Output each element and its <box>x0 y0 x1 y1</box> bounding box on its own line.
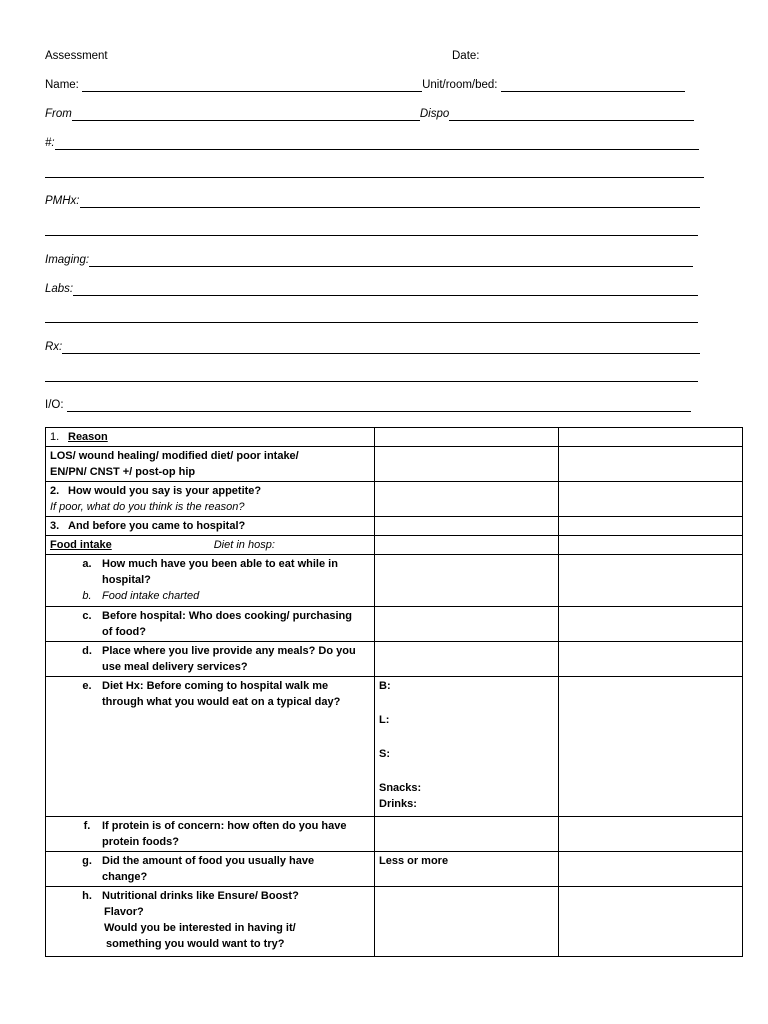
diet-hx-answer-cell[interactable] <box>375 677 559 817</box>
answer-cell[interactable] <box>375 517 559 536</box>
question-c <box>50 608 370 640</box>
question-e-cell <box>46 677 375 817</box>
answer-cell[interactable] <box>375 642 559 677</box>
notes-cell[interactable] <box>559 482 743 517</box>
notes-cell[interactable] <box>559 887 743 957</box>
unit-label: Unit/room/bed: <box>422 79 498 91</box>
from-label: From <box>45 108 72 120</box>
item-number: 2. <box>50 485 60 497</box>
before-hospital-question: And before you came to hospital? <box>68 520 246 532</box>
io-field[interactable] <box>67 400 691 412</box>
answer-cell[interactable] <box>375 447 559 482</box>
table-row <box>46 817 743 852</box>
table-row <box>46 677 743 817</box>
io-label: I/O: <box>45 399 64 411</box>
notes-cell[interactable] <box>559 536 743 555</box>
pmhx-label: PMHx: <box>45 195 80 207</box>
item-letter: h. <box>82 890 92 902</box>
rx-line <box>45 340 700 354</box>
name-field[interactable] <box>82 80 422 92</box>
notes-cell[interactable] <box>559 447 743 482</box>
question-line: Did the amount of food you usually have <box>102 855 315 867</box>
table-row <box>46 517 743 536</box>
date-label: Date: <box>452 50 480 62</box>
dispo-label: Dispo <box>419 108 450 120</box>
reason-heading: Reason <box>68 431 108 443</box>
from-field[interactable] <box>72 109 420 121</box>
question-line: use meal delivery services? <box>102 661 248 673</box>
pmhx-line <box>45 194 700 208</box>
assessment-table <box>45 427 743 957</box>
answer-cell[interactable] <box>375 887 559 957</box>
item-letter: g. <box>82 855 92 867</box>
answer-cell[interactable] <box>375 555 559 607</box>
hash-label: #: <box>45 137 55 149</box>
name-line <box>45 78 685 92</box>
appetite-followup: If poor, what do you think is the reason? <box>50 501 245 513</box>
item-letter: b. <box>82 590 92 602</box>
question-f-cell <box>46 817 375 852</box>
question-line: Food intake charted <box>102 590 200 602</box>
item-letter: f. <box>83 820 91 832</box>
drinks-label: Drinks: <box>379 798 417 810</box>
item-letter: c. <box>82 610 92 622</box>
question-f <box>50 818 370 850</box>
table-row <box>46 852 743 887</box>
supper-label: S: <box>379 748 390 760</box>
before-hospital-cell <box>46 517 375 536</box>
from-line <box>45 107 694 121</box>
question-line: protein foods? <box>102 836 179 848</box>
hash-field[interactable] <box>55 138 699 150</box>
question-d <box>50 643 370 675</box>
appetite-question-cell <box>46 482 375 517</box>
item-number: 3. <box>50 520 60 532</box>
table-row <box>46 887 743 957</box>
answer-cell[interactable] <box>375 536 559 555</box>
dispo-field[interactable] <box>449 109 694 121</box>
labs-line <box>45 282 698 296</box>
question-a <box>50 556 370 588</box>
assessment-label: Assessment <box>45 50 108 62</box>
breakfast-label: B: <box>379 680 391 692</box>
question-h-cell <box>46 887 375 957</box>
answer-cell[interactable] <box>375 482 559 517</box>
table-row <box>46 607 743 642</box>
imaging-line <box>45 253 693 267</box>
question-line: something you would want to try? <box>106 938 285 950</box>
notes-cell[interactable] <box>559 852 743 887</box>
lunch-label: L: <box>379 714 390 726</box>
question-line: of food? <box>102 626 146 638</box>
reason-options-cell <box>46 447 375 482</box>
answer-cell[interactable] <box>375 428 559 447</box>
rx-label: Rx: <box>45 341 63 353</box>
notes-cell[interactable] <box>559 642 743 677</box>
question-h <box>50 888 370 952</box>
question-c-cell <box>46 607 375 642</box>
answer-cell[interactable] <box>375 607 559 642</box>
question-line: Place where you live provide any meals? Do you <box>102 645 356 657</box>
imaging-label: Imaging: <box>45 254 90 266</box>
notes-cell[interactable] <box>559 555 743 607</box>
hash-line <box>45 136 699 150</box>
question-b <box>50 588 370 604</box>
notes-cell[interactable] <box>559 677 743 817</box>
blank-line[interactable] <box>45 177 704 178</box>
question-line: Before hospital: Who does cooking/ purchasing <box>102 610 352 622</box>
question-line: If protein is of concern: how often do you have <box>102 820 347 832</box>
labs-label: Labs: <box>45 283 74 295</box>
less-or-more-label: Less or more <box>379 855 449 867</box>
food-intake-cell <box>46 536 375 555</box>
item-letter: a. <box>82 558 92 570</box>
question-e <box>50 678 370 710</box>
snacks-label: Snacks: <box>379 782 422 794</box>
question-g-cell <box>46 852 375 887</box>
table-row <box>46 447 743 482</box>
amount-answer-cell[interactable] <box>375 852 559 887</box>
item-number: 1. <box>50 431 60 443</box>
food-intake-heading: Food intake <box>50 539 112 551</box>
question-line: Flavor? <box>104 906 144 918</box>
answer-cell[interactable] <box>375 817 559 852</box>
question-a-cell <box>46 555 375 607</box>
notes-cell[interactable] <box>559 428 743 447</box>
reason-options-line: LOS/ wound healing/ modified diet/ poor intake/ <box>50 450 299 462</box>
question-line: Nutritional drinks like Ensure/ Boost? <box>102 890 299 902</box>
io-line <box>45 398 691 412</box>
reason-cell <box>46 428 375 447</box>
diet-in-hosp-label: Diet in hosp: <box>213 539 275 551</box>
question-d-cell <box>46 642 375 677</box>
rx-field[interactable] <box>62 342 700 354</box>
imaging-field[interactable] <box>89 255 693 267</box>
table-row <box>46 642 743 677</box>
item-letter: d. <box>82 645 92 657</box>
blank-line[interactable] <box>45 381 698 382</box>
question-line: change? <box>102 871 148 883</box>
question-g <box>50 853 370 885</box>
notes-cell[interactable] <box>559 607 743 642</box>
blank-line[interactable] <box>45 322 698 323</box>
blank-line[interactable] <box>45 235 698 236</box>
appetite-question: How would you say is your appetite? <box>68 485 262 497</box>
notes-cell[interactable] <box>559 517 743 536</box>
question-line: Would you be interested in having it/ <box>104 922 296 934</box>
pmhx-field[interactable] <box>80 196 700 208</box>
item-letter: e. <box>82 680 92 692</box>
name-label: Name: <box>45 79 79 91</box>
question-line: How much have you been able to eat while in <box>102 558 338 570</box>
labs-field[interactable] <box>73 284 698 296</box>
table-row <box>46 482 743 517</box>
question-line: hospital? <box>102 574 151 586</box>
question-line: through what you would eat on a typical day? <box>102 696 341 708</box>
table-row <box>46 555 743 607</box>
table-row <box>46 428 743 447</box>
table-row <box>46 536 743 555</box>
question-line: Diet Hx: Before coming to hospital walk me <box>102 680 329 692</box>
unit-field[interactable] <box>501 80 685 92</box>
reason-options-line: EN/PN/ CNST +/ post-op hip <box>50 466 196 478</box>
notes-cell[interactable] <box>559 817 743 852</box>
